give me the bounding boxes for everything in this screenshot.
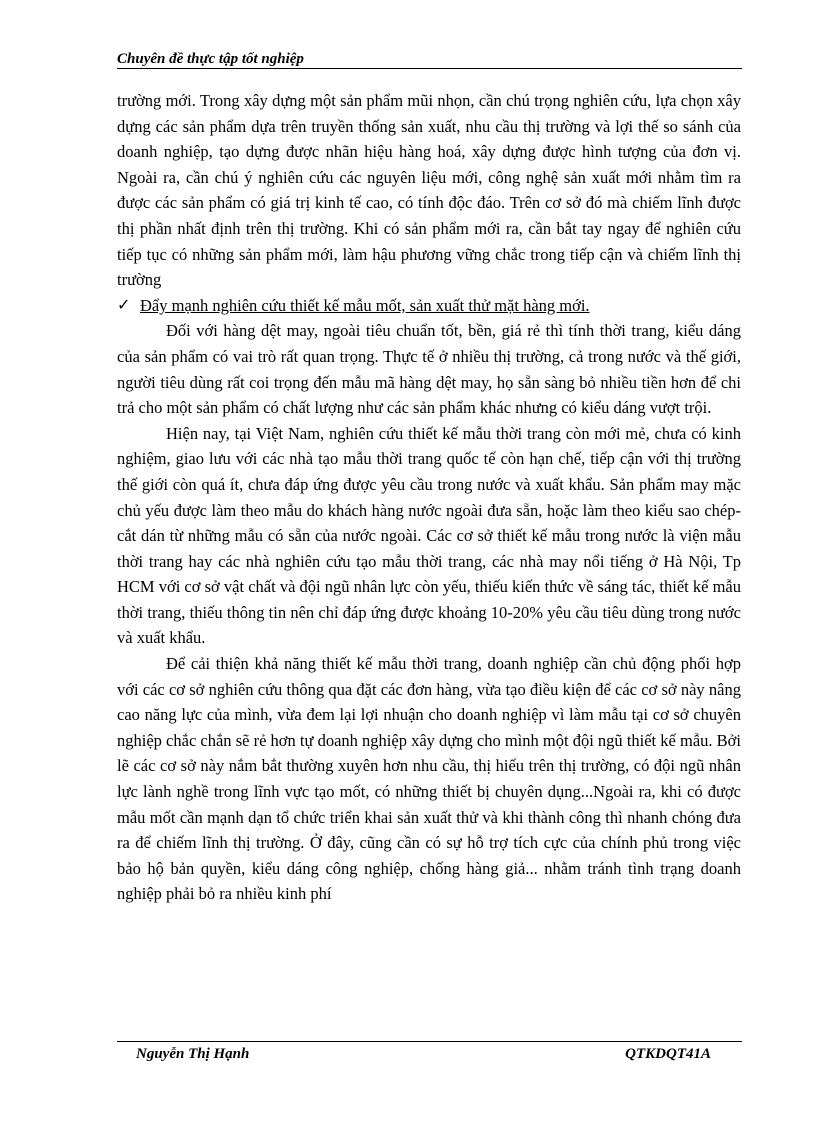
footer-class-code: QTKDQT41A (625, 1046, 711, 1062)
paragraph-3: Hiện nay, tại Việt Nam, nghiên cứu thiết kế mẫu thời trang còn mới mẻ, chưa có kinh nghiệm, giao lưu với các nhà tạo mẫu thời trang quốc tế còn hạn chế, tiếp cận với thị trường thế giới còn quá ít, chưa đáp ứng được yêu cầu trong nước và xuất khẩu. Sản phẩm may mặc chủ yếu được làm theo mẫu do khách hàng nước ngoài đưa sẵn, hoặc làm theo kiểu sao chép- cắt dán từ những mẫu có sẵn của nước ngoài. Các cơ sở thiết kế mẫu trong nước là viện mẫu thời trang hay các nhà nghiên cứu tạo mẫu thời trang, các nhà may nổi tiếng ở Hà Nội, Tp HCM với cơ sở vật chất và đội ngũ nhân lực còn yếu, thiếu kiến thức về sáng tác, thiết kế mẫu thời trang, thiếu thông tin nên chỉ đáp ứng được khoảng 10-20% yêu cầu tiêu dùng trong nước và xuất khẩu. (117, 423, 741, 648)
paragraph-2: Đối với hàng dệt may, ngoài tiêu chuẩn tốt, bền, giá rẻ thì tính thời trang, kiểu dáng của sản phẩm có vai trò rất quan trọng. Thực tế ở nhiều thị trường, cả trong nước và thế giới, người tiêu dùng rất coi trọng đến mẫu mã hàng dệt may, họ sẵn sàng bỏ nhiều tiền hơn để chi trả cho một sản phẩm có chất lượng như các sản phẩm khác nhưng có kiểu dáng vượt trội. (117, 321, 741, 418)
footer-author: Nguyễn Thị Hạnh (136, 1046, 250, 1062)
document-body (117, 88, 741, 907)
section-heading (117, 293, 741, 319)
header-divider (117, 68, 742, 69)
page-header (117, 50, 742, 68)
header-title: Chuyên đề thực tập tốt nghiệp (117, 51, 304, 67)
footer-divider (117, 1041, 742, 1042)
checkmark-icon: ✓ (117, 294, 131, 314)
section-heading-text: Đẩy mạnh nghiên cứu thiết kế mẫu mốt, sản xuất thử mặt hàng mới. (140, 295, 590, 315)
paragraph-4: Để cải thiện khả năng thiết kế mẫu thời trang, doanh nghiệp cần chủ động phối hợp với các cơ sở nghiên cứu thông qua đặt các đơn hàng, vừa tạo điều kiện để các cơ sở này nâng cao năng lực của mình, vừa đem lại lợi nhuận cho doanh nghiệp vì làm mẫu tại cơ sở chuyên nghiệp chắc chắn sẽ rẻ hơn tự doanh nghiệp xây dựng cho mình một đội ngũ thiết kế mẫu. Bởi lẽ các cơ sở này nắm bắt thường xuyên hơn nhu cầu, thị hiếu trên thị trường, có đội ngũ nhân lực lành nghề trong lĩnh vực tạo mốt, có những thiết bị chuyên dụng...Ngoài ra, khi có được mẫu mốt cần mạnh dạn tổ chức triển khai sản xuất thử và khi thành công thì nhanh chóng đưa ra để chiếm lĩnh thị trường. Ở đây, cũng cần có sự hỗ trợ tích cực của chính phủ trong việc bảo hộ bản quyền, kiểu dáng công nghiệp, chống hàng giả... nhằm tránh tình trạng doanh nghiệp phải bỏ ra nhiều kinh phí (117, 654, 741, 904)
paragraph-1: trường mới. Trong xây dựng một sản phẩm mũi nhọn, cần chú trọng nghiên cứu, lựa chọn xây dựng các sản phẩm dựa trên truyền thống sản xuất, nhu cầu thị trường và lợi thế so sánh của doanh nghiệp, tạo dựng được nhãn hiệu hàng hoá, xây dựng được hình tượng của đơn vị. Ngoài ra, cần chú ý nghiên cứu các nguyên liệu mới, công nghệ sản xuất mới nhằm tìm ra được các sản phẩm có giá trị kinh tế cao, có tính độc đáo. Trên cơ sở đó mà chiếm lĩnh được thị phần nhất định trên thị trường. Khi có sản phẩm mới ra, cần bắt tay ngay để nghiên cứu tiếp tục có những sản phẩm mới, làm hậu phương vững chắc trong tiếp cận và chiếm lĩnh thị trường (117, 91, 741, 290)
